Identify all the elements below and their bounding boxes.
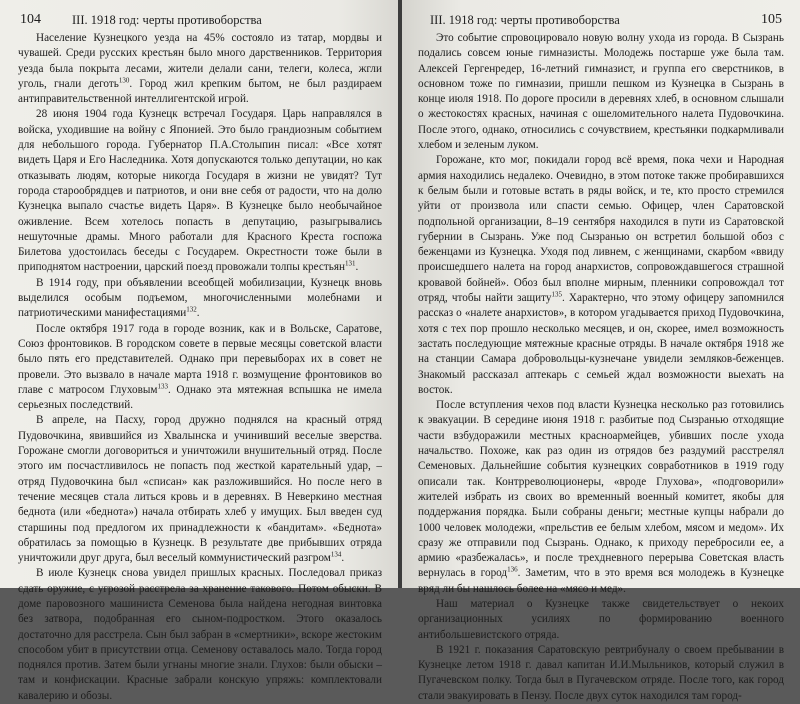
- paragraph-text: В апреле, на Пасху, город дружно поднялся на красный отряд Пудовочкина, явившийся из Хвалынска и учинивший веселые зверства. Горожане смогли договориться и уничтожили внушительный отряд. После этого им посчастливилось не попасть под жесткой карательный удар, – отряд Пудовочкина был «списан» как разложившийся. Но после него в течение месяцев стала литься кровь и в деревнях. В Неверкино местная беднота (или «беднота») начала отбирать хлеб у имущих. Был введен суд старшины под предлогом их принадлежности к «бандитам». «Беднота» обратилась за помощью в Кузнецк. В результате две прибывших отряда уничтожили друг друга, был веселый коммунистический разгром: [18, 414, 382, 565]
- paragraph-text-tail: .: [355, 261, 359, 274]
- paragraph: [418, 153, 784, 398]
- page-number-left: 104: [20, 12, 41, 27]
- right-page-body: [418, 31, 784, 704]
- paragraph-text-tail: . Город жил крепким бытом, не был раздираем антиправительственной интеллигентской игрой.: [18, 77, 382, 106]
- paragraph-text-tail: . Однако эта мятежная вспышка не имела серьезных последствий.: [18, 383, 382, 412]
- paragraph-text: Население Кузнецкого уезда на 45% состояло из татар, мордвы и чувашей. Среди русских крестьян было много дарственников. Территория уезда была покрыта лесами, жители делали сани, телеги, колеса, жгли уголь, гнали деготь: [18, 32, 382, 90]
- footnote-ref: 133: [157, 382, 168, 391]
- paragraph-text: В июле Кузнецк снова увидел пришлых красных. Последовал приказ сдать оружие, с угрозой расстрела за хранение такового. Потом обыски. В доме паровозного машиниста Семенова была найдена негодная винтовка без затвора, подобранная его сыном-подростком. Этого оказалось достаточно для расстрела. Сын был забран в «смертники», вскоре жестоким способом убит в присутствии отца. Семенову оставалось мало. Тогда город поднялся против. Затем были угнаны многие знали. Глухов: были обыски – там и конфискации. Красные забрали конскую упряжь: комплектовали кавалерию и обозы.: [18, 567, 382, 702]
- footnote-ref: 130: [118, 76, 130, 85]
- paragraph: [418, 31, 784, 153]
- footnote-ref: 131: [344, 259, 356, 268]
- running-head-left: III. 1918 год: черты противоборства: [72, 13, 262, 27]
- paragraph: [418, 597, 784, 643]
- paragraph: [418, 398, 784, 597]
- paragraph: [18, 322, 382, 414]
- paragraph-text: В 1921 г. показания Саратовскую ревтрибуналу о своем пребывании в Кузнецке летом 1918 г. давал капитан И.И.Мыльников, который служил в Пугачевском полку. Тогда был в Пугачевском отряде. После того, как город стали эвакуировать в Пензу. После двух суток находился там город-: [418, 643, 784, 702]
- paragraph-text: Наш материал о Кузнецке также свидетельствует о некоих организационных усилиях по формированию военного антибольшевистского отряда.: [418, 597, 784, 641]
- paragraph: [418, 643, 784, 704]
- left-page: [0, 0, 398, 702]
- footnote-ref: 136: [507, 565, 518, 574]
- paragraph: [18, 566, 382, 704]
- paragraph: [18, 31, 382, 107]
- paragraph: [18, 413, 382, 566]
- paragraph-text: 28 июня 1904 года Кузнецк встречал Государя. Царь направлялся в войска, уходившие на войну с Японией. Это было грандиозным событием для небольшого города. Губернатор П.А.Столыпин писал: «Все хотят видеть Царя и Его Наследника. Хотя допускаются только депутации, но как отказывать людям, которые никогда Государя в жизни не увидят? Тут города старообрядцев и патриотов, и они вне себя от радости, что на долю Кузнецка выпало счастье видеть Царя». В Кузнецке было необычайное оживление. Всем хотелось попасть в депутацию, разыгрывались нешуточные драмы. Много работали для Красного Креста госпожа Билетова удостоилась беседы с Государем. Окрестности тоже были в приподнятом настроении, царский поезд провожали толпы крестьян: [18, 108, 382, 274]
- left-page-body: [18, 31, 382, 704]
- paragraph: [18, 276, 382, 322]
- paragraph-text: Горожане, кто мог, покидали город всё время, пока чехи и Народная армия находились недалеко. Очевидно, в этом потоке также пробиравшихся к белым были и готовые встать в ряды войск, и те, кто просто стремился уйти от произвола или спасти семью. Офицер, член Саратовской подпольной организации, 8–19 сентября находился в пути из Саратовской губернии в Сызрань. Уже под Сызранью он встретил большой обоз с беженцами из Кузнецка. Уходя под ливнем, с женщинами, скарбом «ввиду происшедшего налета на город анархистов, сопровождавшегося страшной кровавой бойней». Обоз был вполне мирным, пленники сопровождал тот отряд, чтобы найти защиту: [418, 154, 784, 305]
- paragraph-text-tail: . Заметим, что в это время вся молодежь в Кузнецке вряд ли бы нашлось более на «мясо и мед».: [418, 567, 784, 595]
- running-head-right: III. 1918 год: черты противоборства: [430, 13, 620, 27]
- paragraph-text: После октября 1917 года в городе возник, как и в Вольске, Саратове, Союз фронтовиков. В городском совете в первые месяцы советской власти было пять его представителей. Однако при перевыборах их в совет не провели. Это вызвало в начале марта 1918 г. возмущение фронтовиков во главе с матросом Глуховым: [18, 322, 382, 396]
- page-number-right: 105: [761, 12, 782, 27]
- paragraph-text-tail: . Характерно, что этому офицеру запомнился рассказ о «налете анархистов», в котором угадывается приход Пудовочкина, хотя с тех пор прошло несколько месяцев, и он, скорее, имел возможность застать последующие мятежные красные отряды. В начале октября 1918 же на станции Самара добровольцы-кузнечане увидели земляков-беженцев. Знакомый рассказал аптекарь с семьей ждал возможности выехать на восток.: [418, 292, 785, 396]
- paragraph-text: Это событие спровоцировало новую волну ухода из города. В Сызрань подались совсем юные гимназисты. Молодежь постарше уже была там. Алексей Гергенредер, 16-летний гимназист, и группа его сверстников, в основном тоже по гимназии, пришли пешком из Кузнецка в Сызрань в конце июля 1918. По дороге просили в деревнях хлеб, в основном слышали о жестокостях красных, начиная с ошеломительного налета Пудовочкина. После этого, однако, относились с сочувствием, крестьянки подкармливали хлебом и зеленым луком.: [418, 32, 784, 152]
- paragraph-text: После вступления чехов под власти Кузнецка несколько раз готовились к эвакуации. В середине июня 1918 г. разбитые под Сызранью отходящие части взбудоражили местных красноармейцев, убивших после ухода начальство. Похоже, как раз один из отрядов без раздумий расстрелял Семеновых. Дальнейшие события кузнецких совработников в 1919 году описали так. Контрреволюционеры, «вроде Глухова», «подговорили» жителей избрать из своих во временный военный комитет, якобы для поддержания порядка. Были собраны деньги; местные купцы набрали до 1000 человек молодежи, «прельстив ее белым хлебом, мясом и медом». Их сразу же отправили под Сызрань. Однако, к приходу перебросили ее, а армию «разбежалась», и после трехдневного перерыва Советская власть вернулась в город: [418, 399, 784, 580]
- paragraph-text-tail: .: [196, 307, 200, 320]
- paragraph: [18, 107, 382, 275]
- right-page: [402, 0, 800, 702]
- paragraph-text-tail: .: [341, 552, 345, 565]
- footnote-ref: 132: [186, 305, 197, 314]
- paragraph-text: В 1914 году, при объявлении всеобщей мобилизации, Кузнецк вновь выделился особым подъемом, многочисленными молебнами и патриотическими манифестациями: [18, 276, 382, 320]
- footnote-ref: 134: [330, 550, 342, 559]
- footnote-ref: 135: [551, 290, 562, 299]
